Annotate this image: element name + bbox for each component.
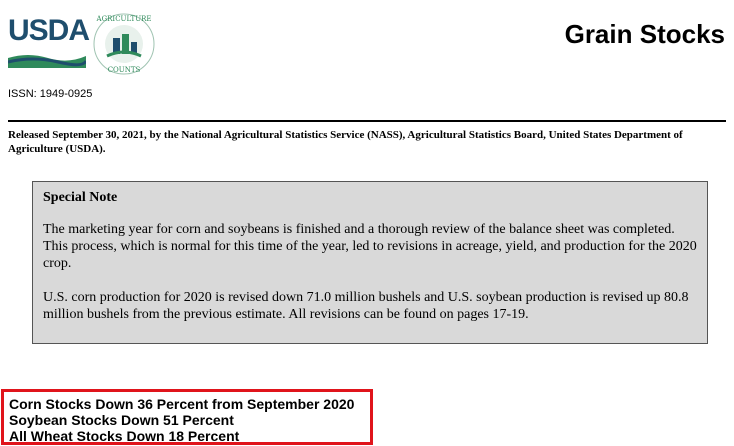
headline-wheat-stocks: All Wheat Stocks Down 18 Percent [9,428,240,444]
usda-wordmark: USDA [8,14,90,47]
release-statement: Released September 30, 2021, by the National Agricultural Statistics Service (NASS), Agricultural Statistics Board, United States Department of Agriculture (USDA). [8,129,683,155]
special-note-box [32,181,708,344]
special-note-paragraph-2: U.S. corn production for 2020 is revised down 71.0 million bushels and U.S. soybean production is revised up 80.8 million bushels from the previous estimate. All revisions can be found on pages 17-19. [43,290,689,322]
svg-text:COUNTS: COUNTS [107,66,141,74]
headline-soybean-stocks: Soybean Stocks Down 51 Percent [9,412,234,428]
issn-number: ISSN: 1949-0925 [8,88,93,100]
header-divider [8,120,726,122]
svg-text:AGRICULTURE: AGRICULTURE [96,15,152,23]
special-note-heading: Special Note [43,190,118,205]
headline-corn-stocks: Corn Stocks Down 36 Percent from September 2020 [9,396,355,412]
special-note-paragraph-1: The marketing year for corn and soybeans is finished and a thorough review of the balance sheet was completed. This process, which is normal for this time of the year, led to revisions in acreage, yield, and production for the 2020 crop. [43,222,697,271]
usda-logo [8,12,158,82]
report-title: Grain Stocks [564,19,725,49]
headlines-highlight-box [1,389,373,445]
agriculture-counts-seal-icon [92,12,156,76]
usda-landscape-icon [8,50,86,68]
